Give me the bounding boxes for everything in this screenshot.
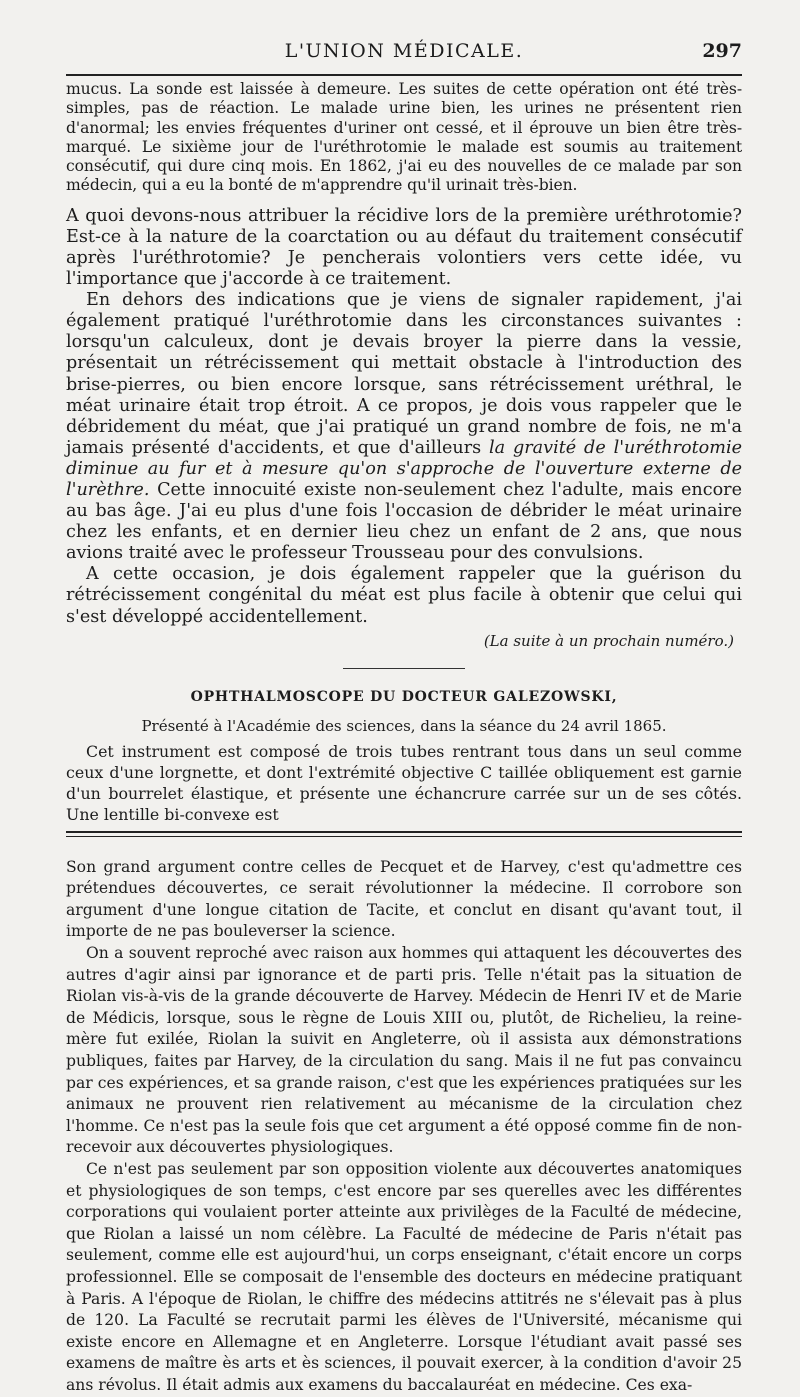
emphasized-text: la gravité de l'uréthrotomie diminue au fur et à mesure qu'on s'approche de l'ouverture externe de l'urèthre. xyxy=(66,437,742,500)
section-rule xyxy=(343,668,465,669)
feuilleton-text xyxy=(66,857,742,1397)
running-head xyxy=(66,0,742,62)
article-title: OPHTHALMOSCOPE DU DOCTEUR GALEZOWSKI, xyxy=(190,688,618,705)
paragraph: Son grand argument contre celles de Pecquet et de Harvey, c'est qu'admettre ces prétendues découvertes, ce serait révolutionner la médecine. Il corrobore son argument d'une longue citation de Tacite, et conclut en disant qu'avant tout, il importe de ne pas bouleverser la science. xyxy=(66,857,742,941)
paragraph: On a souvent reproché avec raison aux hommes qui attaquent les découvertes des autres d'agir ainsi par ignorance et de parti pris. Telle n'était pas la situation de Riolan vis-à-vis de la grande découverte de Harvey. Médecin de Henri IV et de Marie de Médicis, lorsque, sous le règne de Louis XIII ou, plutôt, de Richelieu, la reine-mère fut exilée, Riolan la suivit en Angleterre, où il assista aux démonstrations publiques, faites par Harvey, de la circulation du sang. Mais il ne fut pas convaincu par ces expériences, et sa grande raison, c'est que les expériences pratiquées sur les animaux ne prouvent rien relativement au mécanisme de la circulation chez l'homme. Ce n'est pas la seule fois que cet argument a été opposé comme fin de non-recevoir aux découvertes physiologiques. xyxy=(66,944,742,1157)
main-text xyxy=(66,206,742,628)
paragraph: mucus. La sonde est laissée à demeure. Les suites de cette opération ont été très-simples, pas de réaction. Le malade urine bien, les urines ne présentent rien d'anormal; les envies fréquentes d'uriner ont cessé, et il éprouve un bien être très-marqué. Le sixième jour de l'uréthrotomie le malade est soumis au traitement consécutif, qui dure cinq mois. En 1862, j'ai eu des nouvelles de ce malade par son médecin, qui a eu la bonté de m'apprendre qu'il urinait très-bien. xyxy=(66,80,742,195)
paragraph xyxy=(66,290,742,564)
paragraph: A quoi devons-nous attribuer la récidive lors de la première uréthrotomie? Est-ce à la nature de la coarctation ou au défaut du traitement consécutif après l'uréthrotomie? Je pencherais volontiers vers cette idée, vu l'importance que j'accorde à ce traitement. xyxy=(66,205,742,290)
paragraph: Cet instrument est composé de trois tubes rentrant tous dans un seul comme ceux d'une lorgnette, et dont l'extrémité objective C taillée obliquement est garnie d'un bourrelet élastique, et présente une échancrure carrée sur un de ses côtés. Une lentille bi-convexe est xyxy=(66,741,742,824)
paragraph-text: Cette innocuité existe non-seulement chez l'adulte, mais encore au bas âge. J'ai eu plus d'une fois l'occasion de débrider le méat urinaire chez les enfants, et en dernier lieu chez un enfant de 2 ans, que nous avions traité avec le professeur Trousseau pour des convulsions. xyxy=(66,480,742,564)
header-rule xyxy=(66,74,742,76)
page-number: 297 xyxy=(702,40,742,62)
article-body xyxy=(66,741,742,825)
paragraph: Ce n'est pas seulement par son opposition violente aux découvertes anatomiques et physiologiques de son temps, c'est encore par ses querelles avec les différentes corporations qui voulaient porter atteinte aux privilèges de la Faculté de médecine, que Riolan a laissé un nom célèbre. La Faculté de médecine de Paris n'était pas seulement, comme elle est aujourd'hui, un corps enseignant, c'était encore un corps professionnel. Elle se composait de l'ensemble des docteurs en médecine pratiquant à Paris. A l'époque de Riolan, le chiffre des médecins attitrés ne s'élevait pas à plus de 120. La Faculté se recrutait parmi les élèves de l'Université, mécanisme qui existe encore en Allemagne et en Angleterre. Lorsque l'étudiant avait passé ses examens de maître ès arts et ès sciences, il pouvait exercer, à la condition d'avoir 25 ans révolus. Il était admis aux examens du baccalauréat en médecine. Ces exa- xyxy=(66,1159,742,1394)
journal-title: L'UNION MÉDICALE. xyxy=(284,40,524,62)
feuilleton-separator xyxy=(66,831,742,837)
continued-note: (La suite à un prochain numéro.) xyxy=(483,631,734,650)
continued-case-text xyxy=(66,80,742,196)
paragraph-text: En dehors des indications que je viens de signaler rapidement, j'ai également pratiqué l'uréthrotomie dans les circonstances suivantes : lorsqu'un calculeux, dont je devais broyer la pierre dans la vessie, présentait un rétrécissement qui mettait obstacle à l'introduction des brise-pierres, ou bien encore lorsque, sans rétrécissement uréthral, le méat urinaire était trop étroit. A ce propos, je dois vous rappeler que le débridement du méat, que j'ai pratiqué un grand nombre de fois, ne m'a jamais présenté d'accidents, et que d'ailleurs xyxy=(66,290,742,458)
paragraph: A cette occasion, je dois également rappeler que la guérison du rétrécissement congénital du méat est plus facile à obtenir que celui qui s'est développé accidentellement. xyxy=(66,564,742,627)
article-subtitle: Présenté à l'Académie des sciences, dans la séance du 24 avril 1865. xyxy=(141,716,667,735)
